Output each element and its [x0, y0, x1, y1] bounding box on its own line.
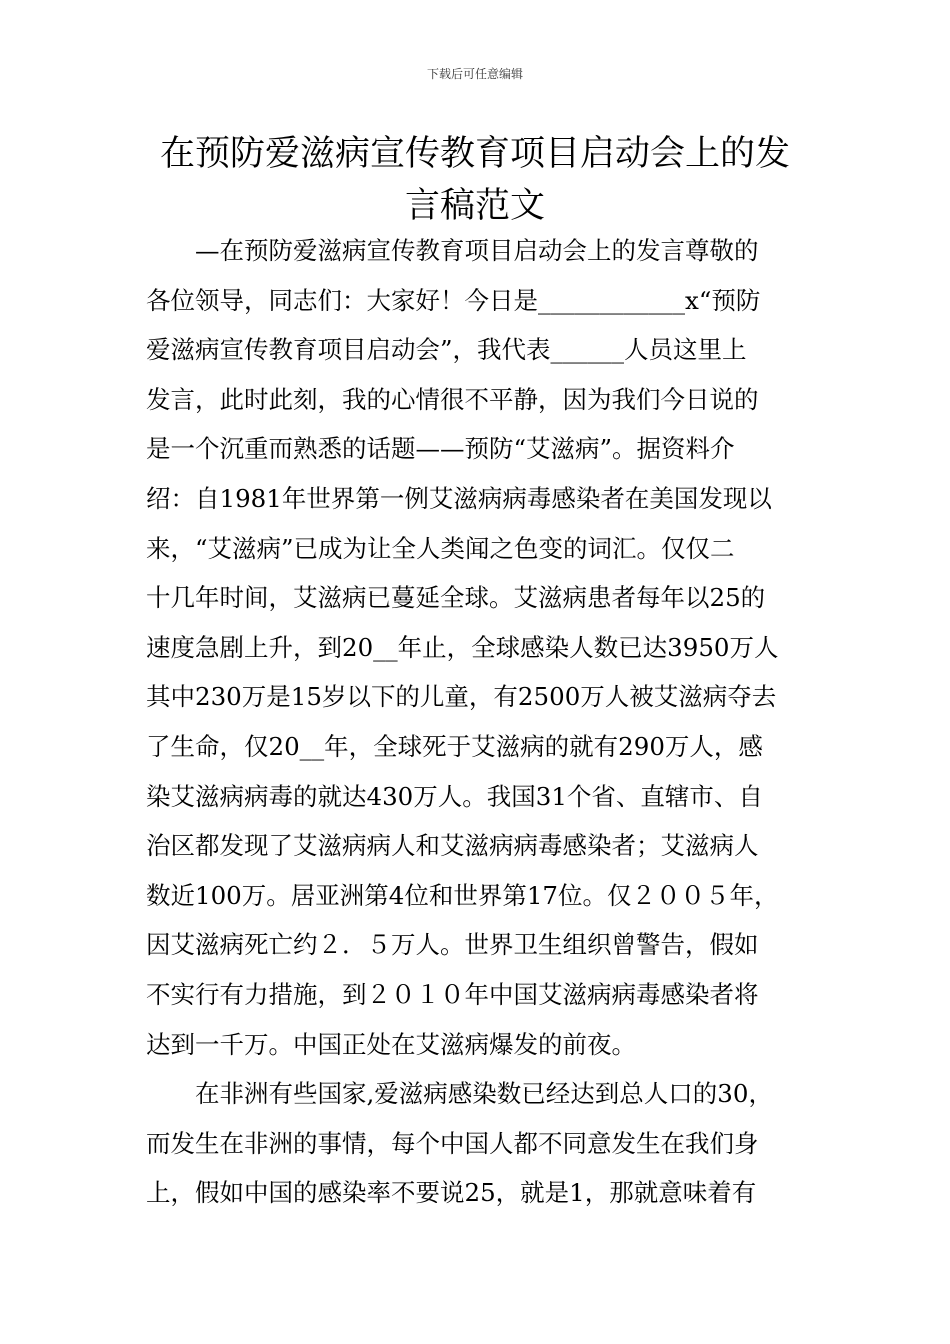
- text-line: 在非洲有些国家,爱滋病感染数已经达到总人口的30，: [146, 1079, 773, 1109]
- text-line: 发言，此时此刻，我的心情很不平静，因为我们今日说的: [146, 384, 759, 414]
- title-line: 在预防爱滋病宣传教育项目启动会上的发: [159, 134, 790, 174]
- document-title: [140, 128, 810, 232]
- text-line: 不实行有力措施，到２０１０年中国艾滋病病毒感染者将: [146, 979, 759, 1009]
- text-line: 来，“艾滋病”已成为让全人类闻之色变的词汇。仅仅二: [146, 533, 735, 563]
- document-body: [146, 226, 810, 1218]
- paragraph: [146, 1069, 810, 1218]
- text-line: 了生命，仅20__年，全球死于艾滋病的就有290万人，感: [146, 731, 763, 761]
- text-line: 而发生在非洲的事情，每个中国人都不同意发生在我们身: [146, 1128, 759, 1158]
- text-line: 上，假如中国的感染率不要说25，就是1，那就意味着有: [146, 1178, 757, 1208]
- header-note: 下载后可任意编辑: [426, 67, 523, 81]
- text-line: 速度急剧上升，到20__年止，全球感染人数已达3950万人: [146, 632, 779, 662]
- text-line: 达到一千万。中国正处在艾滋病爆发的前夜。: [146, 1029, 636, 1059]
- text-line: 十几年时间，艾滋病已蔓延全球。艾滋病患者每年以25的: [146, 583, 766, 613]
- text-line: 是一个沉重而熟悉的话题——预防“艾滋病”。据资料介: [146, 434, 735, 464]
- text-line: 其中230万是15岁以下的儿童，有2500万人被艾滋病夺去: [146, 682, 777, 712]
- text-line: 各位领导，同志们：大家好！今日是____________x“预防: [146, 285, 761, 315]
- title-line: 言稿范文: [404, 186, 545, 226]
- text-line: —在预防爱滋病宣传教育项目启动会上的发言尊敬的: [146, 236, 759, 265]
- text-line: 数近100万。居亚洲第4位和世界第17位。仅２００５年，: [146, 880, 779, 910]
- text-line: 治区都发现了艾滋病病人和艾滋病病毒感染者；艾滋病人: [146, 831, 759, 861]
- text-line: 染艾滋病病毒的就达430万人。我国31个省、直辖市、自: [146, 781, 763, 811]
- text-line: 爱滋病宣传教育项目启动会”，我代表______人员这里上: [146, 335, 747, 365]
- text-line: 绍：自1981年世界第一例艾滋病病毒感染者在美国发现以: [146, 483, 772, 513]
- text-line: 因艾滋病死亡约２．５万人。世界卫生组织曾警告，假如: [146, 930, 759, 960]
- paragraph: [146, 226, 810, 1069]
